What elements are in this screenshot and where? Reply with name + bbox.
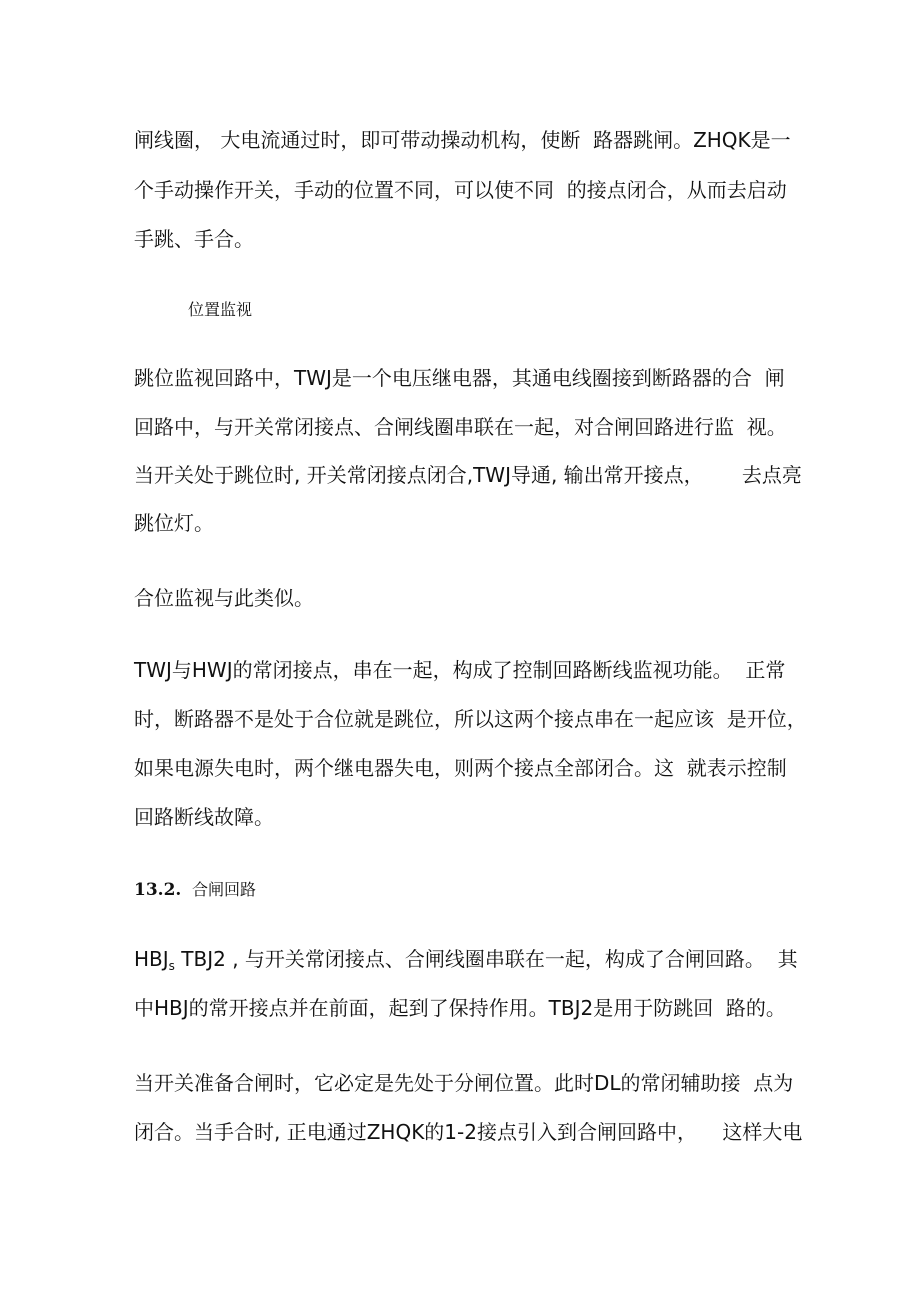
section-number: 13.2. — [134, 880, 182, 900]
paragraph-2-line-1: 跳位监视回路中，TWJ是一个电压继电器，其通电线圈接到断路器的合 闸 — [134, 366, 785, 390]
paragraph-2-line-2: 回路中，与开关常闭接点、合闸线圈串联在一起，对合闸回路进行监 视。 — [134, 415, 787, 439]
paragraph-6-line-2: 闭合。当手合时, 正电通过ZHQK的1-2接点引入到合闸回路中， 这样大电 — [134, 1120, 803, 1144]
paragraph-4-line-4: 回路断线故障。 — [134, 805, 274, 829]
paragraph-2-line-4: 跳位灯。 — [134, 511, 214, 535]
paragraph-6-line-1: 当开关准备合闸时，它必定是先处于分闸位置。此时DL的常闭辅助接 点为 — [134, 1071, 794, 1095]
hbj-label: HBJ — [134, 947, 169, 971]
paragraph-1-line-2: 个手动操作开关，手动的位置不同，可以使不同 的接点闭合，从而去启动 — [134, 178, 787, 202]
paragraph-5-line-2: 中HBJ的常开接点并在前面，起到了保持作用。TBJ2是用于防跳回 路的。 — [134, 996, 786, 1020]
paragraph-2-line-3: 当开关处于跳位时, 开关常闭接点闭合,TWJ导通, 输出常开接点， 去点亮 — [134, 463, 802, 487]
subscript-s: s — [168, 959, 175, 973]
paragraph-3-line-1: 合位监视与此类似。 — [134, 586, 314, 610]
paragraph-4-line-2: 时，断路器不是处于合位就是跳位，所以这两个接点串在一起应该 是开位， — [134, 707, 807, 731]
section-title: 合闸回路 — [192, 880, 257, 899]
paragraph-1-line-3: 手跳、手合。 — [134, 227, 254, 251]
paragraph-5-line-1 — [134, 947, 798, 978]
paragraph-5-line-1-rest: TBJ2 , 与开关常闭接点、合闸线圈串联在一起，构成了合闸回路。 其 — [174, 947, 798, 971]
paragraph-1-line-1: 闸线圈， 大电流通过时，即可带动操动机构，使断 路器跳闸。ZHQK是一 — [134, 128, 791, 152]
heading-position-monitor: 位置监视 — [188, 300, 253, 319]
paragraph-4-line-3: 如果电源失电时，两个继电器失电，则两个接点全部闭合。这 就表示控制 — [134, 756, 787, 780]
paragraph-4-line-1: TWJ与HWJ的常闭接点，串在一起，构成了控制回路断线监视功能。 正常 — [134, 658, 786, 682]
